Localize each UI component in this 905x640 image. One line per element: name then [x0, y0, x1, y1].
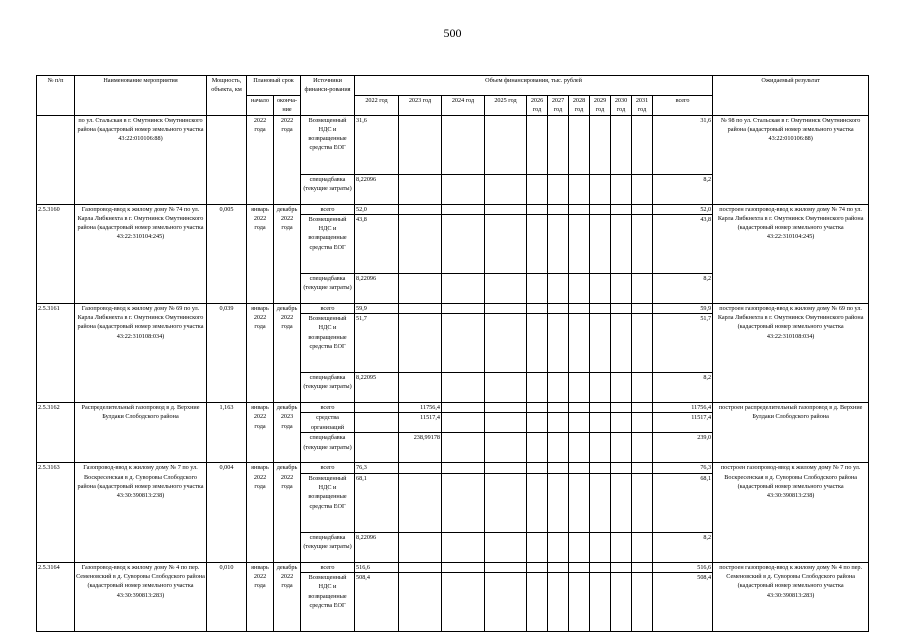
amount-2023 — [399, 314, 442, 373]
amount-2023: 11756,4 — [399, 403, 442, 413]
amount-empty — [485, 433, 527, 463]
amount-empty — [590, 573, 611, 632]
amount-empty — [590, 373, 611, 403]
amount-2022 — [355, 433, 399, 463]
amount-2022: 68,1 — [355, 473, 399, 532]
amount-empty — [527, 273, 548, 303]
amount-empty — [548, 214, 569, 273]
amount-empty — [590, 273, 611, 303]
amount-empty — [611, 303, 632, 313]
amount-total: 43,8 — [653, 214, 713, 273]
header-year: 2030 год — [611, 96, 632, 116]
amount-empty — [632, 463, 653, 473]
amount-empty — [590, 433, 611, 463]
amount-2023 — [399, 115, 442, 174]
amount-empty — [611, 473, 632, 532]
amount-empty — [485, 174, 527, 204]
amount-empty — [632, 214, 653, 273]
row-number: 2.5.3160 — [37, 204, 75, 303]
amount-empty — [632, 403, 653, 413]
amount-empty — [569, 214, 590, 273]
amount-2023 — [399, 303, 442, 313]
amount-empty — [548, 532, 569, 562]
amount-empty — [590, 562, 611, 572]
amount-empty — [548, 463, 569, 473]
amount-2023 — [399, 473, 442, 532]
amount-2023 — [399, 174, 442, 204]
funding-source: средства организаций — [301, 413, 355, 433]
amount-total: 76,3 — [653, 463, 713, 473]
amount-empty — [611, 273, 632, 303]
capacity — [207, 115, 247, 204]
amount-empty — [611, 532, 632, 562]
amount-empty — [569, 373, 590, 403]
amount-empty — [485, 303, 527, 313]
amount-total: 8,2 — [653, 532, 713, 562]
amount-empty — [611, 562, 632, 572]
funding-source: всего — [301, 463, 355, 473]
amount-empty — [632, 532, 653, 562]
row-number: 2.5.3164 — [37, 562, 75, 631]
amount-empty — [527, 413, 548, 433]
amount-empty — [590, 303, 611, 313]
amount-empty — [632, 413, 653, 433]
amount-total: 11517,4 — [653, 413, 713, 433]
amount-empty — [442, 373, 485, 403]
amount-empty — [569, 433, 590, 463]
amount-empty — [611, 403, 632, 413]
amount-empty — [485, 573, 527, 632]
header-year: 2025 год — [485, 96, 527, 116]
capacity: 1,163 — [207, 403, 247, 463]
measure-name: Распределительный газопровод в д. Верхние Булдаки Слободского района — [75, 403, 207, 463]
amount-empty — [548, 204, 569, 214]
amount-2022: 8,22095 — [355, 373, 399, 403]
amount-empty — [442, 562, 485, 572]
term-start: январь 2022 года — [247, 463, 274, 562]
table-row — [37, 562, 869, 572]
amount-empty — [442, 214, 485, 273]
amount-empty — [442, 314, 485, 373]
amount-empty — [527, 573, 548, 632]
amount-2022: 51,7 — [355, 314, 399, 373]
amount-2023 — [399, 562, 442, 572]
capacity: 0,005 — [207, 204, 247, 303]
amount-2022: 76,3 — [355, 463, 399, 473]
amount-2022: 8,22096 — [355, 174, 399, 204]
amount-empty — [590, 463, 611, 473]
amount-empty — [442, 273, 485, 303]
amount-2022: 43,8 — [355, 214, 399, 273]
amount-empty — [569, 115, 590, 174]
capacity: 0,039 — [207, 303, 247, 402]
measure-name: Газопровод-ввод к жилому дому № 7 по ул. Воскресенская в д. Суворовы Слободского района (кадастровый номер земельного участка 43:30:390813:238) — [75, 463, 207, 562]
amount-empty — [485, 403, 527, 413]
term-start: январь 2022 года — [247, 303, 274, 402]
funding-source: всего — [301, 562, 355, 572]
term-end: декабрь 2022 года — [274, 204, 301, 303]
amount-empty — [590, 204, 611, 214]
amount-total: 68,1 — [653, 473, 713, 532]
amount-empty — [527, 433, 548, 463]
amount-empty — [485, 115, 527, 174]
row-number: 2.5.3161 — [37, 303, 75, 402]
amount-empty — [569, 174, 590, 204]
amount-empty — [569, 463, 590, 473]
amount-empty — [548, 573, 569, 632]
amount-empty — [485, 473, 527, 532]
amount-empty — [569, 562, 590, 572]
header-term-start: начало — [247, 96, 274, 116]
amount-2023 — [399, 204, 442, 214]
amount-empty — [527, 303, 548, 313]
amount-empty — [548, 473, 569, 532]
amount-empty — [548, 373, 569, 403]
funding-source: Возмещенный НДС и возвращенные средства ЕОГ — [301, 573, 355, 632]
header-year: 2031 год — [632, 96, 653, 116]
amount-empty — [442, 403, 485, 413]
header-year: 2027 год — [548, 96, 569, 116]
amount-2023 — [399, 463, 442, 473]
funding-source: спецнадбавка (текущие затраты) — [301, 373, 355, 403]
amount-empty — [569, 532, 590, 562]
header-year: 2028 год — [569, 96, 590, 116]
amount-empty — [485, 463, 527, 473]
amount-empty — [590, 473, 611, 532]
term-start: январь 2022 года — [247, 562, 274, 631]
header-year: 2022 год — [355, 96, 399, 116]
measure-name: по ул. Стальская в г. Омутнинск Омутнинского района (кадастровый номер земельного участка 43:22:010106:88) — [75, 115, 207, 204]
amount-empty — [632, 115, 653, 174]
amount-2022: 52,0 — [355, 204, 399, 214]
financing-table — [36, 75, 869, 632]
amount-empty — [569, 314, 590, 373]
amount-empty — [569, 204, 590, 214]
amount-empty — [442, 303, 485, 313]
funding-source: Возмещенный НДС и возвращенные средства ЕОГ — [301, 115, 355, 174]
amount-empty — [527, 463, 548, 473]
expected-result: построен газопровод-ввод к жилому дому № 69 по ул. Карла Либкнехта в г. Омутнинск Омутнинского района (кадастровый номер земельного участка 43:22:310108:034) — [713, 303, 869, 402]
amount-empty — [611, 573, 632, 632]
amount-empty — [632, 303, 653, 313]
amount-empty — [442, 204, 485, 214]
amount-empty — [611, 413, 632, 433]
amount-2022 — [355, 413, 399, 433]
amount-2022: 516,6 — [355, 562, 399, 572]
measure-name: Газопровод-ввод к жилому дому № 69 по ул. Карла Либкнехта в г. Омутнинск Омутнинского района (кадастровый номер земельного участка 43:22:310108:034) — [75, 303, 207, 402]
funding-source: всего — [301, 403, 355, 413]
capacity: 0,004 — [207, 463, 247, 562]
table-row — [37, 303, 869, 313]
amount-empty — [611, 115, 632, 174]
funding-source: всего — [301, 303, 355, 313]
amount-empty — [485, 413, 527, 433]
amount-empty — [527, 204, 548, 214]
amount-empty — [569, 573, 590, 632]
amount-empty — [548, 413, 569, 433]
amount-empty — [527, 174, 548, 204]
table-row — [37, 403, 869, 413]
row-number: 2.5.3162 — [37, 403, 75, 463]
amount-empty — [632, 433, 653, 463]
page-number: 500 — [443, 26, 462, 40]
amount-empty — [548, 174, 569, 204]
amount-empty — [485, 373, 527, 403]
funding-source: Возмещенный НДС и возвращенные средства ЕОГ — [301, 214, 355, 273]
expected-result: построен распределительный газопровод в д. Верхние Булдаки Слободского района — [713, 403, 869, 463]
amount-empty — [442, 463, 485, 473]
amount-2023 — [399, 373, 442, 403]
term-end: декабрь 2022 года — [274, 303, 301, 402]
amount-empty — [611, 204, 632, 214]
amount-empty — [442, 115, 485, 174]
capacity: 0,010 — [207, 562, 247, 631]
amount-empty — [548, 433, 569, 463]
amount-empty — [485, 204, 527, 214]
amount-empty — [442, 532, 485, 562]
amount-empty — [548, 115, 569, 174]
table-row — [37, 204, 869, 214]
expected-result: построен газопровод-ввод к жилому дому № 74 по ул. Карла Либкнехта в г. Омутнинск Омутнинского района (кадастровый номер земельного участка 43:22:310104:245) — [713, 204, 869, 303]
measure-name: Газопровод-ввод к жилому дому № 4 по пер. Семеновский в д. Суворовы Слободского района (кадастровый номер земельного участка 43:30:390813:283) — [75, 562, 207, 631]
header-source: Источники финанси-рования — [301, 76, 355, 116]
amount-total: 59,9 — [653, 303, 713, 313]
header-year: 2024 год — [442, 96, 485, 116]
amount-empty — [611, 463, 632, 473]
amount-2022: 31,6 — [355, 115, 399, 174]
amount-empty — [632, 174, 653, 204]
amount-total: 516,6 — [653, 562, 713, 572]
amount-empty — [569, 303, 590, 313]
amount-empty — [527, 532, 548, 562]
term-end: декабрь 2022 года — [274, 463, 301, 562]
amount-empty — [442, 433, 485, 463]
amount-2022 — [355, 403, 399, 413]
header-year: 2026 год — [527, 96, 548, 116]
expected-result: построен газопровод-ввод к жилому дому № 7 по ул. Воскресенская в д. Суворовы Слободского района (кадастровый номер земельного участка 43:30:390813:238) — [713, 463, 869, 562]
amount-empty — [442, 473, 485, 532]
row-number: 2.5.3163 — [37, 463, 75, 562]
funding-source: Возмещенный НДС и возвращенные средства ЕОГ — [301, 314, 355, 373]
amount-total: 8,2 — [653, 273, 713, 303]
term-start: январь 2022 года — [247, 403, 274, 463]
amount-2022: 508,4 — [355, 573, 399, 632]
amount-empty — [590, 174, 611, 204]
funding-source: спецнадбавка (текущие затраты) — [301, 273, 355, 303]
amount-empty — [442, 413, 485, 433]
amount-empty — [527, 562, 548, 572]
amount-empty — [527, 214, 548, 273]
amount-empty — [569, 403, 590, 413]
header-total: всего — [653, 96, 713, 116]
amount-empty — [632, 473, 653, 532]
amount-empty — [485, 532, 527, 562]
amount-total: 239,0 — [653, 433, 713, 463]
funding-source: спецнадбавка (текущие затраты) — [301, 174, 355, 204]
header-num: № п/п — [37, 76, 75, 116]
header-name: Наименование мероприятия — [75, 76, 207, 116]
amount-total: 11756,4 — [653, 403, 713, 413]
expected-result: № 98 по ул. Стальская в г. Омутнинск Омутнинского района (кадастровый номер земельного участка 43:22:010106:88) — [713, 115, 869, 204]
amount-empty — [590, 403, 611, 413]
amount-empty — [548, 562, 569, 572]
amount-empty — [590, 115, 611, 174]
amount-2023 — [399, 273, 442, 303]
amount-2022: 8,22096 — [355, 532, 399, 562]
amount-empty — [632, 562, 653, 572]
amount-empty — [569, 473, 590, 532]
amount-empty — [442, 174, 485, 204]
row-number — [37, 115, 75, 204]
amount-empty — [590, 532, 611, 562]
amount-total: 52,0 — [653, 204, 713, 214]
amount-2023 — [399, 573, 442, 632]
term-end: декабрь 2023 года — [274, 403, 301, 463]
term-start: январь 2022 года — [247, 204, 274, 303]
amount-empty — [632, 373, 653, 403]
amount-empty — [527, 473, 548, 532]
amount-empty — [485, 314, 527, 373]
amount-empty — [527, 373, 548, 403]
header-term: Плановый срок — [247, 76, 301, 96]
funding-source: спецнадбавка (текущие затраты) — [301, 433, 355, 463]
header-result: Ожидаемый результат — [713, 76, 869, 116]
amount-empty — [611, 373, 632, 403]
amount-empty — [527, 403, 548, 413]
amount-empty — [485, 273, 527, 303]
term-start: 2022 года — [247, 115, 274, 204]
term-end: декабрь 2022 года — [274, 562, 301, 631]
amount-empty — [632, 314, 653, 373]
amount-empty — [485, 214, 527, 273]
funding-source: спецнадбавка (текущие затраты) — [301, 532, 355, 562]
amount-empty — [442, 573, 485, 632]
amount-total: 508,4 — [653, 573, 713, 632]
term-end: 2022 года — [274, 115, 301, 204]
amount-empty — [527, 115, 548, 174]
amount-2023 — [399, 532, 442, 562]
header-term-end: оконча-ние — [274, 96, 301, 116]
measure-name: Газопровод-ввод к жилому дому № 74 по ул. Карла Либкнехта в г. Омутнинск Омутнинского района (кадастровый номер земельного участка 43:22:310104:245) — [75, 204, 207, 303]
amount-empty — [485, 562, 527, 572]
amount-2022: 59,9 — [355, 303, 399, 313]
amount-empty — [632, 573, 653, 632]
amount-empty — [548, 314, 569, 373]
amount-empty — [548, 273, 569, 303]
amount-empty — [527, 314, 548, 373]
amount-2023: 238,99178 — [399, 433, 442, 463]
amount-empty — [548, 303, 569, 313]
amount-total: 8,2 — [653, 174, 713, 204]
amount-empty — [590, 413, 611, 433]
header-year: 2029 год — [590, 96, 611, 116]
amount-2023: 11517,4 — [399, 413, 442, 433]
amount-empty — [590, 214, 611, 273]
amount-2022: 8,22096 — [355, 273, 399, 303]
amount-empty — [569, 273, 590, 303]
header-capacity: Мощность, объекта, км — [207, 76, 247, 116]
funding-source: всего — [301, 204, 355, 214]
amount-empty — [632, 204, 653, 214]
amount-empty — [632, 273, 653, 303]
amount-empty — [548, 403, 569, 413]
amount-empty — [611, 433, 632, 463]
amount-empty — [611, 174, 632, 204]
amount-empty — [590, 314, 611, 373]
amount-total: 51,7 — [653, 314, 713, 373]
table-row — [37, 463, 869, 473]
amount-empty — [611, 314, 632, 373]
amount-2023 — [399, 214, 442, 273]
amount-empty — [611, 214, 632, 273]
header-year: 2023 год — [399, 96, 442, 116]
amount-total: 8,2 — [653, 373, 713, 403]
expected-result: построен газопровод-ввод к жилому дому № 4 по пер. Семеновский в д. Суворовы Слободского района (кадастровый номер земельного участка 43:30:390813:283) — [713, 562, 869, 631]
header-volume: Объем финансирования, тыс. рублей — [355, 76, 713, 96]
amount-total: 31,6 — [653, 115, 713, 174]
amount-empty — [569, 413, 590, 433]
table-row — [37, 115, 869, 174]
funding-source: Возмещенный НДС и возвращенные средства ЕОГ — [301, 473, 355, 532]
